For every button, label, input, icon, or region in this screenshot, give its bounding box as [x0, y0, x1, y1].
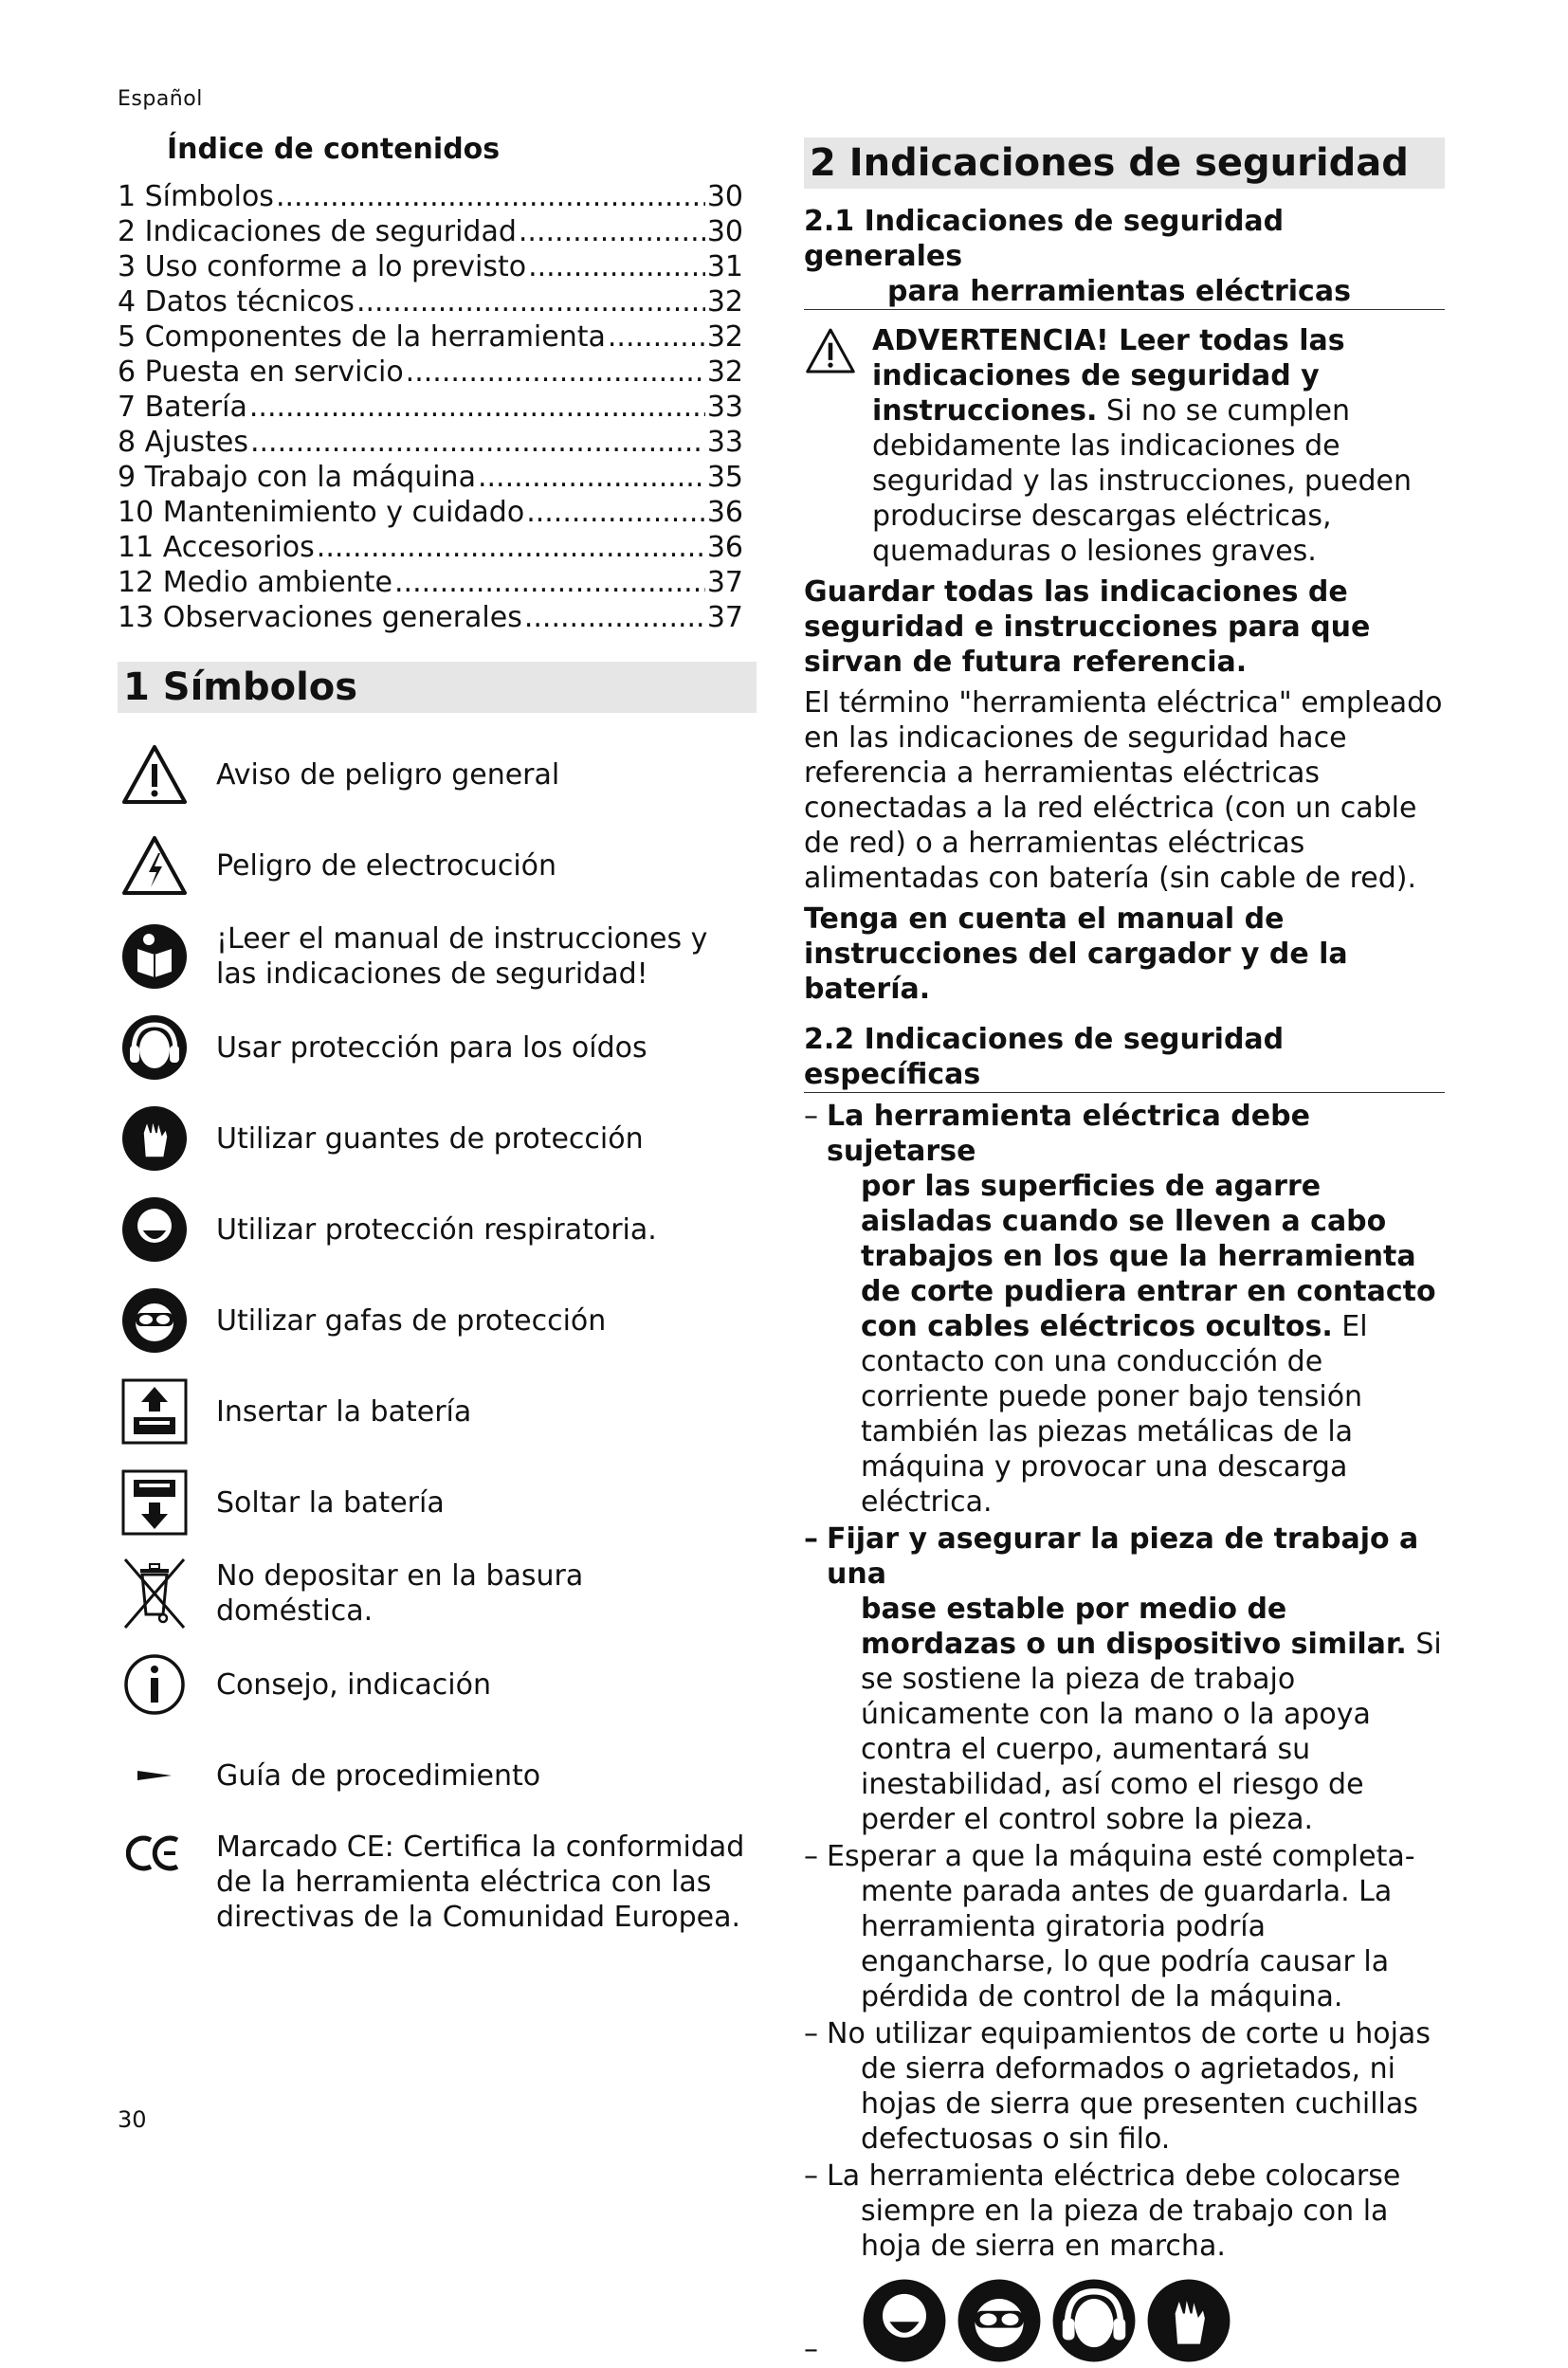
toc-entry-label: 6 Puesta en servicio [118, 355, 404, 389]
toc-entry-page: 37 [706, 566, 743, 599]
bullet-text: siempre en la pieza de trabajo con la hoja de sierra en marcha. [861, 2195, 1389, 2263]
warning-text: Si no se cumplen debidamente las indicaciones de seguridad y las instrucciones, pueden producirse descargas eléctricas, quemaduras o lesiones graves. [872, 394, 1412, 568]
toc-entry-label: 4 Datos técnicos [118, 285, 355, 319]
warning-paragraph [872, 323, 1445, 569]
toc-entry[interactable] [118, 460, 743, 495]
symbol-item [118, 1739, 757, 1812]
safety-bullet-list [804, 1099, 1445, 2264]
symbol-item [118, 1557, 757, 1630]
section-heading-symbols: 1 Símbolos [118, 662, 757, 713]
safety-bullet: – La herramienta eléctrica debe colocarse siempre en la pieza de trabajo con la hoja de sierra en marcha. [804, 2159, 1445, 2264]
bullet-text: de sierra deformados o agrietados, ni hojas de sierra que presenten cuchillas defectuosas o sin filo. [861, 2052, 1418, 2156]
battery-release-icon [118, 1466, 191, 1539]
toc-entry-page: 33 [706, 426, 743, 459]
bullet-text: Si se sostiene la pieza de trabajo únicamente con la mano o la apoya contra el cuerpo, aumentará su inestabilidad, así como el riesgo de perder el control sobre la pieza. [861, 1628, 1442, 1836]
symbol-text: Consejo, indicación [216, 1667, 491, 1702]
symbol-text: Utilizar guantes de protección [216, 1121, 644, 1156]
toc-entry-label: 3 Uso conforme a lo previsto [118, 250, 527, 283]
toc-entry[interactable] [118, 214, 743, 249]
warning-triangle-icon [118, 738, 191, 811]
symbol-text: Utilizar gafas de protección [216, 1303, 607, 1338]
toc-entry-label: 11 Accesorios [118, 531, 315, 564]
read-manual-icon [118, 920, 191, 993]
bullet-bold-rest: por las superficies de agarre aisladas cuando se lleven a cabo trabajos en los que la herramienta de corte pudiera entrar en contacto con cables eléctricos ocultos. [861, 1170, 1436, 1343]
symbol-item [118, 920, 757, 993]
toc-entry-label: 9 Trabajo con la máquina [118, 461, 476, 494]
safety-bullet: – Esperar a que la máquina esté completa- mente parada antes de guardarla. La herramienta giratoria podría engancharse, lo que podría causar la pérdida de control de la máquina. [804, 1839, 1445, 2014]
safety-bullet: – Fijar y asegurar la pieza de trabajo a una base estable por medio de mordazas o un dispositivo similar. Si se sostiene la pieza de trabajo únicamente con la mano o la apoya contra el cuerpo, aumentará su inestabilidad, así como el riesgo de perder el control sobre la pieza. [804, 1521, 1445, 1837]
gloves-icon [1145, 2277, 1232, 2364]
toc-entry-page: 32 [706, 355, 743, 389]
subsection-heading-general [804, 204, 1445, 310]
toc-entry-page: 30 [706, 180, 743, 213]
bullet-bold-first: Fijar y asegurar la pieza de trabajo a una [827, 1522, 1419, 1591]
ce-mark-icon [118, 1830, 191, 1877]
symbol-item [118, 829, 757, 902]
left-column [118, 133, 757, 1952]
right-column [804, 137, 1445, 2364]
toc-entry[interactable] [118, 565, 743, 600]
symbol-item [118, 1648, 757, 1721]
charger-note-paragraph: Tenga en cuenta el manual de instrucciones del cargador y de la batería. [804, 902, 1348, 1006]
symbol-text: Peligro de electrocución [216, 848, 557, 883]
toc-entry-label: 1 Símbolos [118, 180, 274, 213]
battery-insert-icon [118, 1375, 191, 1448]
toc-entry-label: 8 Ajustes [118, 426, 248, 459]
goggles-icon [956, 2277, 1043, 2364]
toc-entry[interactable] [118, 249, 743, 284]
toc-entry-page: 32 [706, 320, 743, 354]
bullet-bold-rest: base estable por medio de mordazas o un dispositivo similar. [861, 1593, 1407, 1661]
toc-entry-page: 37 [706, 601, 743, 634]
toc-entry-label: 12 Medio ambiente [118, 566, 392, 599]
toc-entry[interactable] [118, 284, 743, 319]
electric-shock-icon [118, 829, 191, 902]
symbol-text: ¡Leer el manual de instrucciones y las indicaciones de seguridad! [216, 922, 708, 991]
toc-entry-page: 35 [706, 461, 743, 494]
ppe-icon-row [804, 2277, 1445, 2364]
toc-entry[interactable] [118, 600, 743, 635]
symbol-text: Marcado CE: Certifica la conformidad de la herramienta eléctrica con las directivas de la Comunidad Europea. [216, 1831, 745, 1934]
toc-entry-page: 33 [706, 391, 743, 424]
symbol-item [118, 738, 757, 811]
toc-entry-page: 36 [706, 531, 743, 564]
symbol-item [118, 1284, 757, 1357]
symbol-item [118, 1102, 757, 1175]
symbol-item [118, 1466, 757, 1539]
toc-entry-page: 32 [706, 285, 743, 319]
symbol-list [118, 738, 757, 1935]
safety-bullet: – La herramienta eléctrica debe sujetarse por las superficies de agarre aisladas cuando se lleven a cabo trabajos en los que la herramienta de corte pudiera entrar en contacto con cables eléctricos ocultos. El contacto con una conducción de corriente puede poner bajo tensión también las piezas metálicas de la máquina y provocar una descarga eléctrica. [804, 1099, 1445, 1520]
symbol-item [118, 1011, 757, 1084]
toc-entry[interactable] [118, 355, 743, 390]
toc-entry[interactable] [118, 390, 743, 425]
bullet-text: El contacto con una conducción de corriente puede poner bajo tensión también las piezas metálicas de la máquina y provocar una descarga eléctrica. [861, 1310, 1368, 1519]
bullet-first: La herramienta eléctrica debe colocarse [827, 2159, 1401, 2193]
warning-triangle-icon [804, 323, 872, 569]
symbol-text: Utilizar protección respiratoria. [216, 1212, 657, 1247]
safety-bullet: – No utilizar equipamientos de corte u hojas de sierra deformados o agrietados, ni hojas de sierra que presenten cuchillas defectuosas o sin filo. [804, 2016, 1445, 2157]
toc-entry-page: 30 [706, 215, 743, 248]
bullet-bold-first: La herramienta eléctrica debe sujetarse [827, 1100, 1310, 1168]
page-language: Español [118, 87, 203, 111]
symbol-text: Soltar la batería [216, 1485, 445, 1520]
weee-bin-icon [118, 1557, 191, 1630]
symbol-item [118, 1830, 757, 1935]
warning-bold: ADVERTENCIA! Leer todas las indicaciones de seguridad y instrucciones. [872, 324, 1345, 428]
toc-list [118, 179, 757, 635]
bullet-first: No utilizar equipamientos de corte u hojas [827, 2017, 1431, 2050]
gloves-icon [118, 1102, 191, 1175]
toc-entry-label: 5 Componentes de la herramienta [118, 320, 606, 354]
keep-instructions-paragraph: Guardar todas las indicaciones de seguridad e instrucciones para que sirvan de futura referencia. [804, 575, 1371, 679]
page-number: 30 [118, 2106, 147, 2133]
toc-entry[interactable] [118, 179, 743, 214]
procedure-arrow-icon [118, 1739, 191, 1812]
subsection-heading-line: para herramientas eléctricas [887, 275, 1351, 308]
toc-entry-label: 7 Batería [118, 391, 247, 424]
subsection-heading-line: 2.1 Indicaciones de seguridad generales [804, 205, 1285, 273]
toc-entry-page: 36 [706, 496, 743, 529]
ear-protection-icon [118, 1011, 191, 1084]
section-heading-safety: 2 Indicaciones de seguridad [804, 137, 1445, 189]
symbol-text: Guía de procedimiento [216, 1758, 541, 1793]
respirator-icon [861, 2277, 948, 2364]
toc-title: Índice de contenidos [167, 133, 501, 166]
toc-entry[interactable] [118, 425, 743, 460]
symbol-item [118, 1375, 757, 1448]
toc-entry-label: 13 Observaciones generales [118, 601, 522, 634]
toc-entry-label: 2 Indicaciones de seguridad [118, 215, 517, 248]
ear-protection-icon [1050, 2277, 1138, 2364]
bullet-first: Esperar a que la máquina esté completa- [827, 1840, 1415, 1873]
toc-entry[interactable] [118, 319, 743, 355]
respirator-icon [118, 1193, 191, 1266]
symbol-text: Insertar la batería [216, 1394, 472, 1429]
term-definition-paragraph: El término "herramienta eléctrica" empleado en las indicaciones de seguridad hace referencia a herramientas eléctricas conectadas a la red eléctrica (con un cable de red) o a herramientas eléctricas alimentadas con batería (sin cable de red). [804, 686, 1443, 895]
symbol-item [118, 1193, 757, 1266]
warning-block [804, 323, 1445, 569]
symbol-text: Aviso de peligro general [216, 757, 560, 792]
info-icon [118, 1648, 191, 1721]
subsection-heading-specific: 2.2 Indicaciones de seguridad específicas [804, 1022, 1445, 1093]
goggles-icon [118, 1284, 191, 1357]
toc-entry-page: 31 [706, 250, 743, 283]
symbol-text: Usar protección para los oídos [216, 1030, 647, 1065]
bullet-text: mente parada antes de guardarla. La herramienta giratoria podría engancharse, lo que podría causar la pérdida de control de la máquina. [861, 1875, 1393, 2013]
toc-entry[interactable] [118, 495, 743, 530]
toc-entry-label: 10 Mantenimiento y cuidado [118, 496, 525, 529]
ppe-dash: – [804, 2333, 818, 2366]
toc-entry[interactable] [118, 530, 743, 565]
symbol-text: No depositar en la basura doméstica. [216, 1559, 584, 1628]
